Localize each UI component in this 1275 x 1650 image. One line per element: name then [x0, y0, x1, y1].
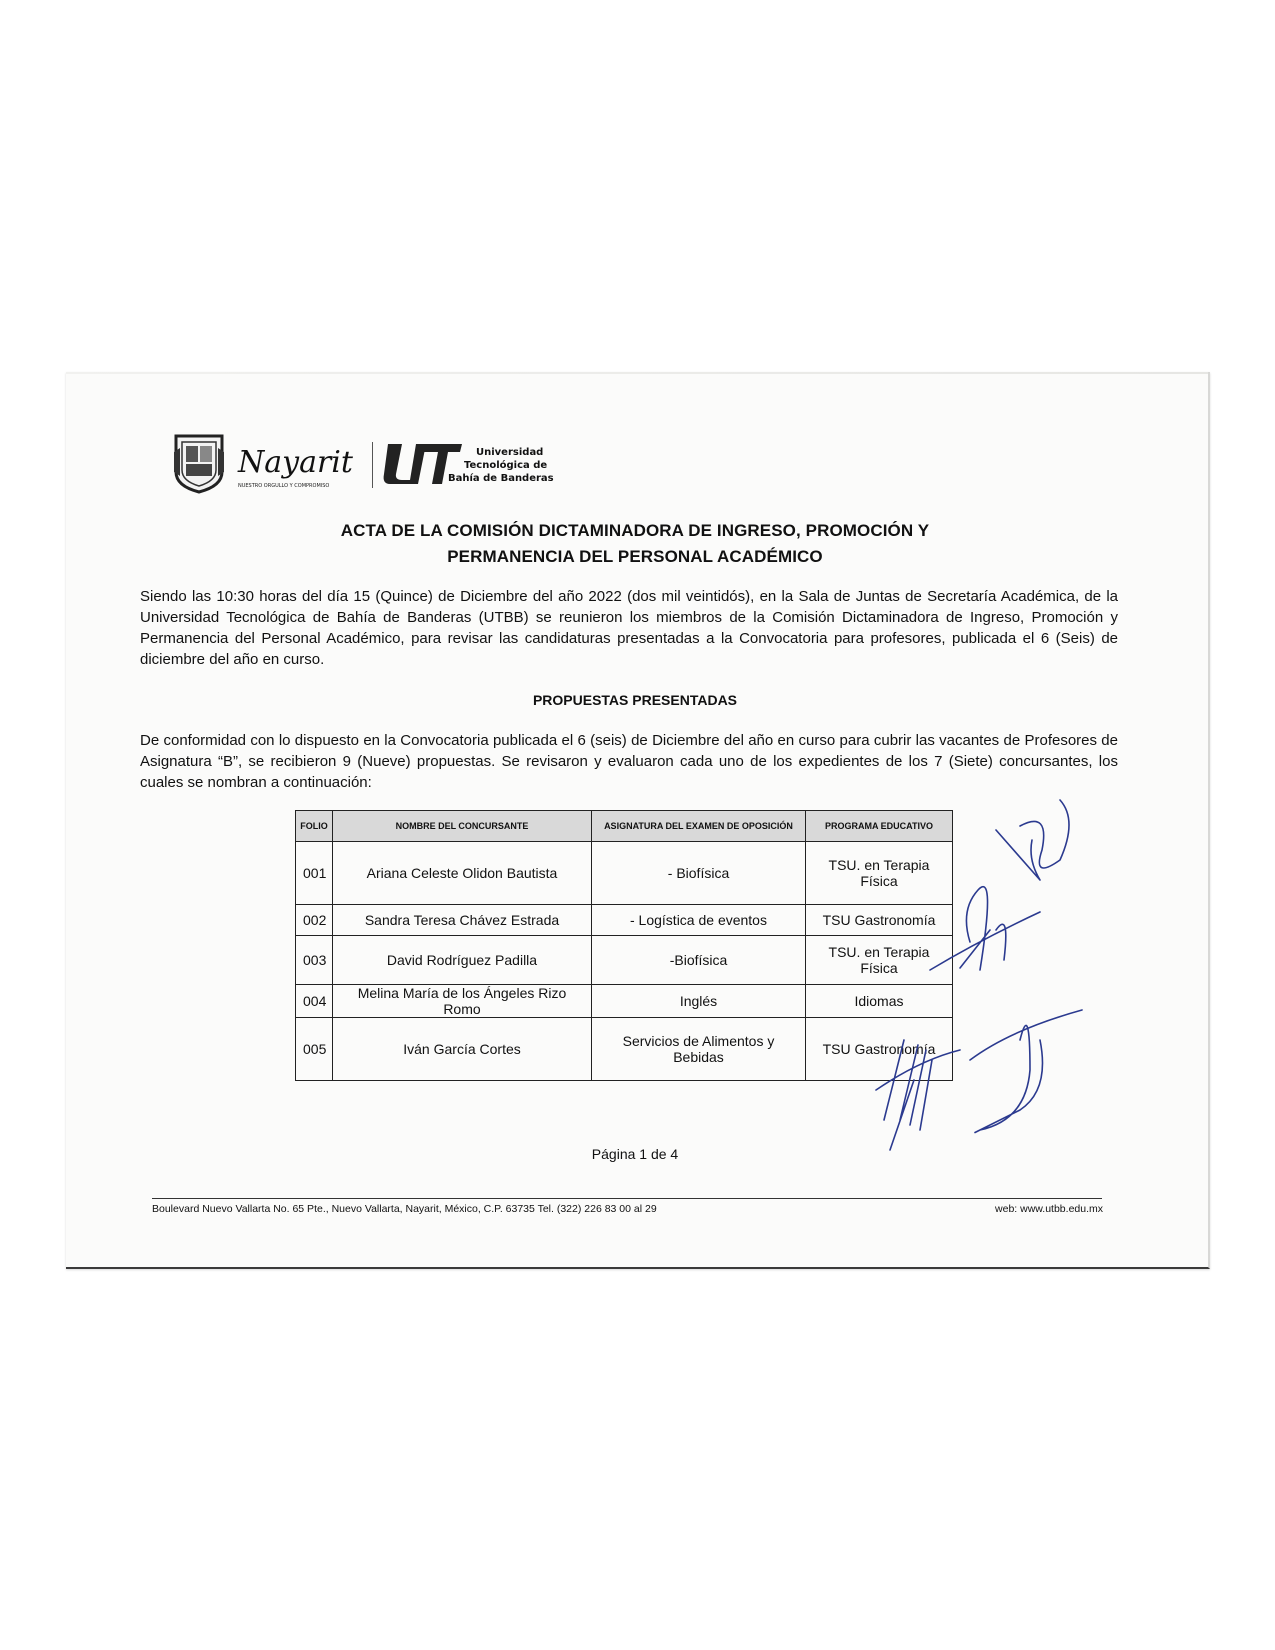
header-folio: FOLIO [296, 811, 333, 842]
signature-1 [996, 800, 1069, 880]
footer-web: web: www.utbb.edu.mx [995, 1203, 1103, 1215]
table-row [296, 936, 953, 985]
nayarit-logo [236, 434, 368, 490]
cell-name: Melina María de los Ángeles Rizo Romo [333, 985, 592, 1018]
cell-folio: 002 [296, 905, 333, 936]
header-program: PROGRAMA EDUCATIVO [806, 811, 953, 842]
candidates-table [295, 810, 953, 1081]
letterhead [172, 432, 554, 494]
utbb-logo-line3: Bahía de Banderas [448, 473, 554, 484]
cell-program: TSU Gastronomía [806, 1018, 953, 1081]
title-line-2: PERMANENCIA DEL PERSONAL ACADÉMICO [447, 547, 823, 566]
signatures [900, 790, 1160, 1210]
table-row [296, 842, 953, 905]
table-row [296, 905, 953, 936]
nayarit-seal-icon [172, 432, 226, 494]
cell-subject: Inglés [592, 985, 806, 1018]
cell-folio: 005 [296, 1018, 333, 1081]
page-number: Página 1 de 4 [591, 1146, 679, 1162]
signature-2 [930, 887, 1040, 970]
proposals-paragraph: De conformidad con lo dispuesto en la Convocatoria publicada el 6 (seis) de Diciembre del año en curso para cubrir las vacantes de Profesores de Asignatura “B”, se recibieron 9 (Nueve) propuestas. Se revisaron y evaluaron cada uno de los expedientes de los 7 (Siete) concursantes, los cuales se nombran a continuación: [140, 732, 1118, 791]
cell-subject: - Biofísica [592, 842, 806, 905]
signature-3 [970, 1010, 1082, 1133]
cell-folio: 001 [296, 842, 333, 905]
cell-name: David Rodríguez Padilla [333, 936, 592, 985]
cell-folio: 003 [296, 936, 333, 985]
svg-text:Nayarit: Nayarit [238, 445, 353, 480]
cell-subject: - Logística de eventos [592, 905, 806, 936]
cell-subject: -Biofísica [592, 936, 806, 985]
cell-name: Sandra Teresa Chávez Estrada [333, 905, 592, 936]
header-name: NOMBRE DEL CONCURSANTE [333, 811, 592, 842]
sheet-edge [66, 372, 1208, 374]
utbb-logo [382, 438, 554, 490]
utbb-logo-line1: Universidad [476, 447, 544, 458]
section-title: PROPUESTAS PRESENTADAS [532, 692, 738, 708]
table-header-row [296, 811, 953, 842]
title-line-1: ACTA DE LA COMISIÓN DICTAMINADORA DE INGRESO, PROMOCIÓN Y [340, 521, 930, 540]
cell-subject: Servicios de Alimentos y Bebidas [592, 1018, 806, 1081]
footer-address: Boulevard Nuevo Vallarta No. 65 Pte., Nuevo Vallarta, Nayarit, México, C.P. 63735 Tel. (322) 226 83 00 al 29 [152, 1203, 657, 1215]
cell-program: TSU Gastronomía [806, 905, 953, 936]
cell-name: Ariana Celeste Olidon Bautista [333, 842, 592, 905]
cell-name: Iván García Cortes [333, 1018, 592, 1081]
cell-program: Idiomas [806, 985, 953, 1018]
intro-paragraph: Siendo las 10:30 horas del día 15 (Quince) de Diciembre del año 2022 (dos mil veintidós), en la Sala de Juntas de Secretaría Académica, de la Universidad Tecnológica de Bahía de Banderas (UTBB) se reunieron los miembros de la Comisión Dictaminadora de Ingreso, Promoción y Permanencia del Personal Académico, para revisar las candidaturas presentadas a la Convocatoria para profesores, publicada el 6 (Seis) de diciembre del año en curso. [140, 588, 1118, 668]
document-title [140, 518, 1130, 570]
logo-divider [372, 442, 373, 488]
cell-folio: 004 [296, 985, 333, 1018]
table-row [296, 985, 953, 1018]
header-subject: ASIGNATURA DEL EXAMEN DE OPOSICIÓN [592, 811, 806, 842]
utbb-logo-line2: Tecnológica de [464, 460, 548, 471]
table-row [296, 1018, 953, 1081]
svg-text:NUESTRO ORGULLO Y COMPROMISO: NUESTRO ORGULLO Y COMPROMISO [238, 483, 330, 489]
footer-rule [152, 1198, 1102, 1199]
cell-program: TSU. en Terapia Física [806, 936, 953, 985]
cell-program: TSU. en Terapia Física [806, 842, 953, 905]
